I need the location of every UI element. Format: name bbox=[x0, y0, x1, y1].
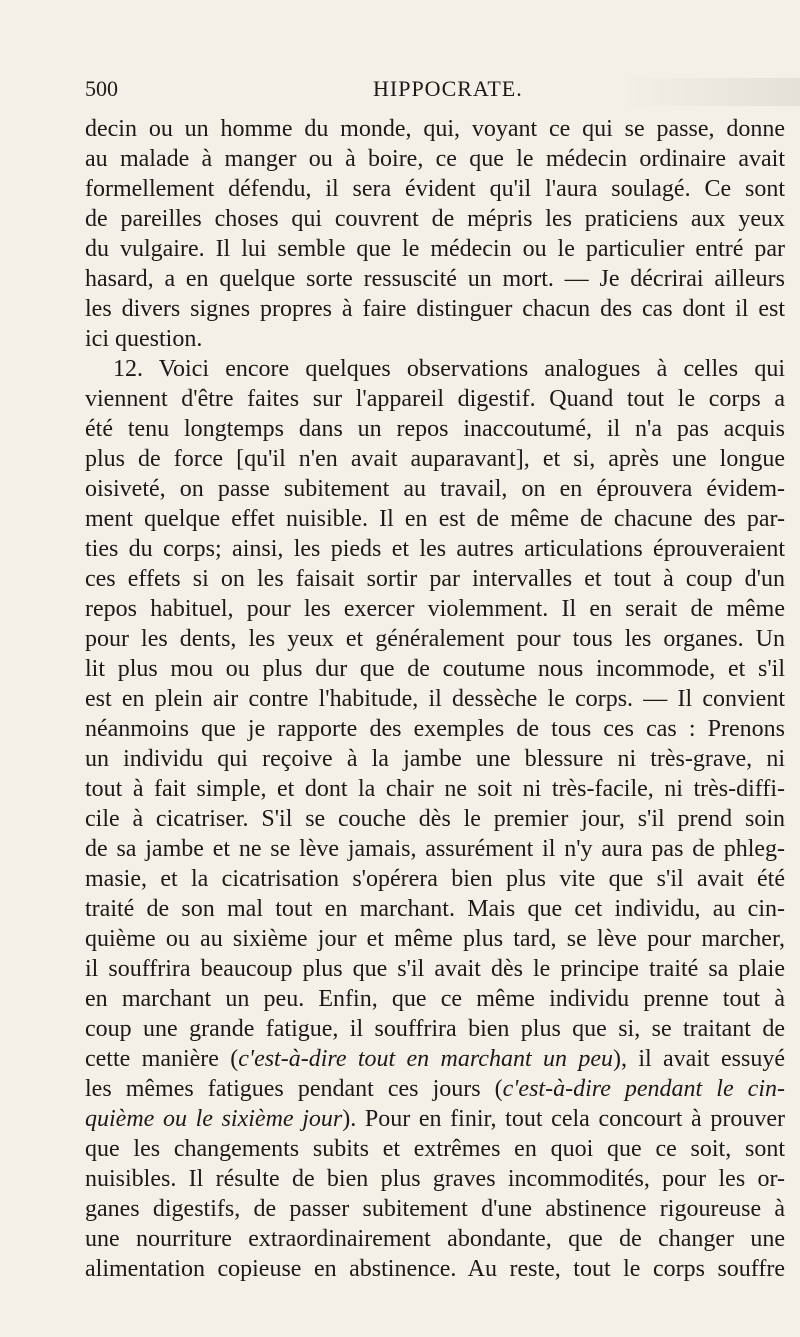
running-title: HIPPOCRATE. bbox=[373, 76, 523, 101]
text-line: quième ou au sixième jour et même plus tard, se lève pour marcher, bbox=[85, 926, 785, 952]
text-line: pour les dents, les yeux et généralement pour tous les organes. Un bbox=[85, 626, 785, 652]
text-line-with-italic bbox=[85, 1074, 785, 1104]
text-line: en marchant un peu. Enfin, que ce même individu prenne tout à bbox=[85, 986, 785, 1012]
italic-run: c'est-à-dire tout en marchant un peu bbox=[238, 1046, 613, 1072]
paragraph-start-line: 12. Voici encore quelques observations analogues à celles qui bbox=[113, 356, 785, 382]
text-line: ces effets si on les faisait sortir par intervalles et tout à coup d'un bbox=[85, 566, 785, 592]
text-line-with-italic bbox=[85, 1104, 785, 1134]
text-line: viennent d'être faites sur l'appareil digestif. Quand tout le corps a bbox=[85, 386, 785, 412]
page-header bbox=[85, 76, 775, 106]
text-line: ties du corps; ainsi, les pieds et les autres articulations éprouveraient bbox=[85, 536, 785, 562]
text-line: lit plus mou ou plus dur que de coutume nous incommode, et s'il bbox=[85, 656, 785, 682]
text-line: masie, et la cicatrisation s'opérera bien plus vite que s'il avait été bbox=[85, 866, 785, 892]
text-line: plus de force [qu'il n'en avait auparavant], et si, après une longue bbox=[85, 446, 785, 472]
text-line: un individu qui reçoive à la jambe une blessure ni très-grave, ni bbox=[85, 746, 785, 772]
text-run: ), il avait essuyé bbox=[612, 1046, 785, 1072]
italic-run: c'est-à-dire pendant le cin- bbox=[502, 1076, 785, 1102]
italic-run: quième ou le sixième jour bbox=[85, 1106, 343, 1132]
text-line: il souffrira beaucoup plus que s'il avait dès le principe traité sa plaie bbox=[85, 956, 785, 982]
text-line: est en plein air contre l'habitude, il dessèche le corps. — Il convient bbox=[85, 686, 785, 712]
text-line: traité de son mal tout en marchant. Mais que cet individu, au cin- bbox=[85, 896, 785, 922]
body-text bbox=[85, 114, 785, 1284]
text-run: ). Pour en finir, tout cela concourt à prouver bbox=[342, 1106, 785, 1132]
text-line: oisiveté, on passe subitement au travail, on en éprouvera évidem- bbox=[85, 476, 785, 502]
text-line: de sa jambe et ne se lève jamais, assurément il n'y aura pas de phleg- bbox=[85, 836, 785, 862]
text-run: cette manière ( bbox=[85, 1046, 239, 1072]
text-line: que les changements subits et extrêmes en quoi que ce soit, sont bbox=[85, 1136, 785, 1162]
text-line: nuisibles. Il résulte de bien plus graves incommodités, pour les or- bbox=[85, 1166, 785, 1192]
text-line: tout à fait simple, et dont la chair ne soit ni très-facile, ni très-diffi- bbox=[85, 776, 785, 802]
text-line: néanmoins que je rapporte des exemples de tous ces cas : Prenons bbox=[85, 716, 785, 742]
text-line: alimentation copieuse en abstinence. Au reste, tout le corps souffre bbox=[85, 1256, 785, 1282]
text-line: de pareilles choses qui couvrent de mépris les praticiens aux yeux bbox=[85, 206, 785, 232]
text-line: ment quelque effet nuisible. Il en est de même de chacune des par- bbox=[85, 506, 785, 532]
text-line: repos habituel, pour les exercer violemment. Il en serait de même bbox=[85, 596, 785, 622]
text-line: au malade à manger ou à boire, ce que le médecin ordinaire avait bbox=[85, 146, 785, 172]
text-line: cile à cicatriser. S'il se couche dès le premier jour, s'il prend soin bbox=[85, 806, 785, 832]
text-run: les mêmes fatigues pendant ces jours ( bbox=[85, 1076, 503, 1102]
text-line: coup une grande fatigue, il souffrira bien plus que si, se traitant de bbox=[85, 1016, 785, 1042]
text-line-with-italic bbox=[85, 1044, 785, 1074]
text-line: du vulgaire. Il lui semble que le médecin ou le particulier entré par bbox=[85, 236, 785, 262]
text-line: les divers signes propres à faire distinguer chacun des cas dont il est bbox=[85, 296, 785, 322]
page-number: 500 bbox=[85, 76, 118, 101]
text-line: hasard, a en quelque sorte ressuscité un mort. — Je décrirai ailleurs bbox=[85, 266, 785, 292]
text-line: été tenu longtemps dans un repos inaccoutumé, il n'a pas acquis bbox=[85, 416, 785, 442]
text-line: une nourriture extraordinairement abondante, que de changer une bbox=[85, 1226, 785, 1252]
text-line: ganes digestifs, de passer subitement d'une abstinence rigoureuse à bbox=[85, 1196, 785, 1222]
text-line: formellement défendu, il sera évident qu'il l'aura soulagé. Ce sont bbox=[85, 176, 785, 202]
text-line: ici question. bbox=[85, 326, 203, 352]
text-line: decin ou un homme du monde, qui, voyant ce qui se passe, donne bbox=[85, 116, 785, 142]
